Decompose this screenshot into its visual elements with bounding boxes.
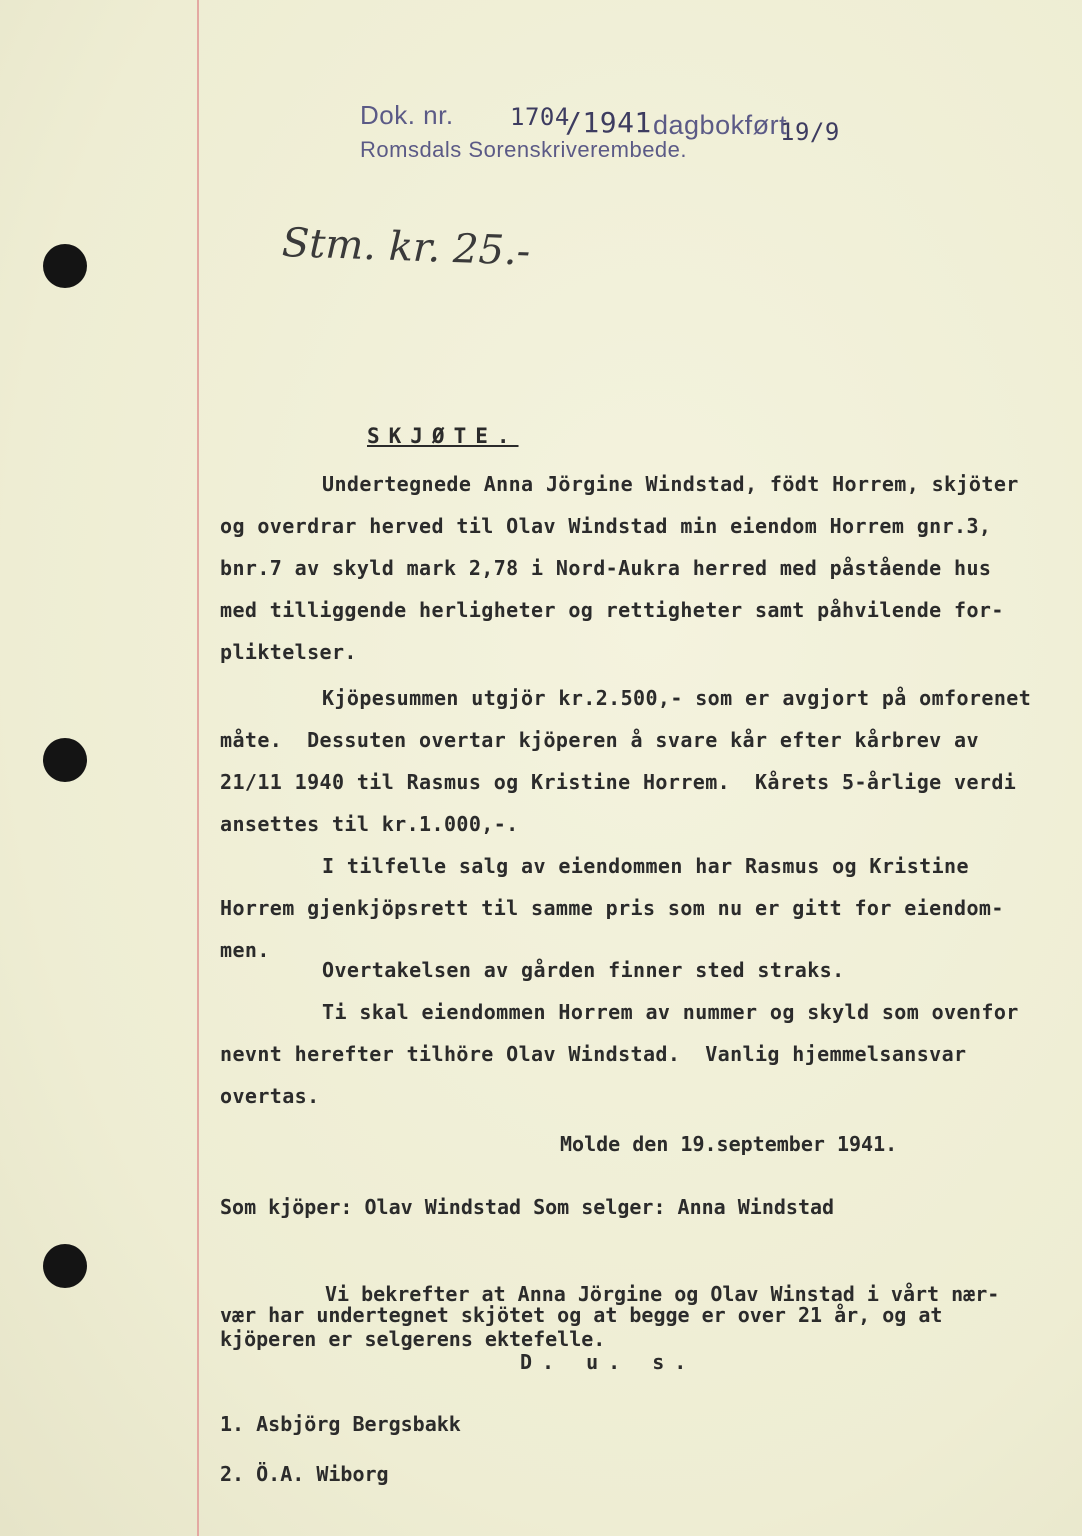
stamp-dok-label: Dok. nr. [360,100,454,130]
punch-hole [43,244,87,288]
body-line: Overtakelsen av gården finner sted straks. [322,958,845,982]
punch-hole [43,1244,87,1288]
body-line: I tilfelle salg av eiendommen har Rasmus og Kristine [322,854,969,878]
stamp-doc-number: 1704 [510,103,570,131]
body-line: med tilliggende herligheter og rettigheter samt påhvilende for- [220,598,1004,622]
handwritten-stamp-duty: Stm. kr. 25.- [281,220,532,275]
margin-line [197,0,199,1536]
body-line: 21/11 1940 til Rasmus og Kristine Horrem. Kårets 5-årlige verdi [220,770,1017,794]
stamp-date: 19/9 [780,118,840,146]
witness-line: 2. Ö.A. Wiborg [220,1462,389,1486]
body-line: Ti skal eiendommen Horrem av nummer og skyld som ovenfor [322,1000,1019,1024]
body-line: Undertegnede Anna Jörgine Windstad, födt Horrem, skjöter [322,472,1019,496]
witness-line: 1. Asbjörg Bergsbakk [220,1412,461,1436]
body-line: nevnt herefter tilhöre Olav Windstad. Vanlig hjemmelsansvar [220,1042,967,1066]
body-line: bnr.7 av skyld mark 2,78 i Nord-Aukra herred med påstående hus [220,556,992,580]
document-title: SKJØTE. [367,424,519,448]
stamp-office: Romsdals Sorenskriverembede. [360,137,688,162]
body-line: men. [220,938,270,962]
punch-hole [43,738,87,782]
confirmation-line: kjöperen er selgerens ektefelle. [220,1327,606,1351]
date-line: Molde den 19.september 1941. [560,1132,898,1156]
stamp-year: /1941 [565,106,652,139]
body-line: Kjöpesummen utgjör kr.2.500,- som er avgjort på omforenet [322,686,1032,710]
confirmation-line: vær har undertegnet skjötet og at begge er over 21 år, og at [220,1303,943,1327]
body-line: overtas. [220,1084,320,1108]
body-line: Horrem gjenkjöpsrett til samme pris som nu er gitt for eiendom- [220,896,1004,920]
body-line: og overdrar herved til Olav Windstad min eiendom Horrem gnr.3, [220,514,992,538]
body-line: ansettes til kr.1.000,-. [220,812,519,836]
body-line: måte. Dessuten overtar kjöperen å svare kår efter kårbrev av [220,728,979,752]
body-line: pliktelser. [220,640,357,664]
signature-line: Som kjöper: Olav Windstad Som selger: Anna Windstad [220,1195,835,1219]
confirmation-line: Vi bekrefter at Anna Jörgine og Olav Winstad i vårt nær- [325,1282,1000,1306]
dus-mark: D. u. s. [520,1350,697,1374]
stamp-dagbokfort-label: dagbokført [653,110,788,140]
